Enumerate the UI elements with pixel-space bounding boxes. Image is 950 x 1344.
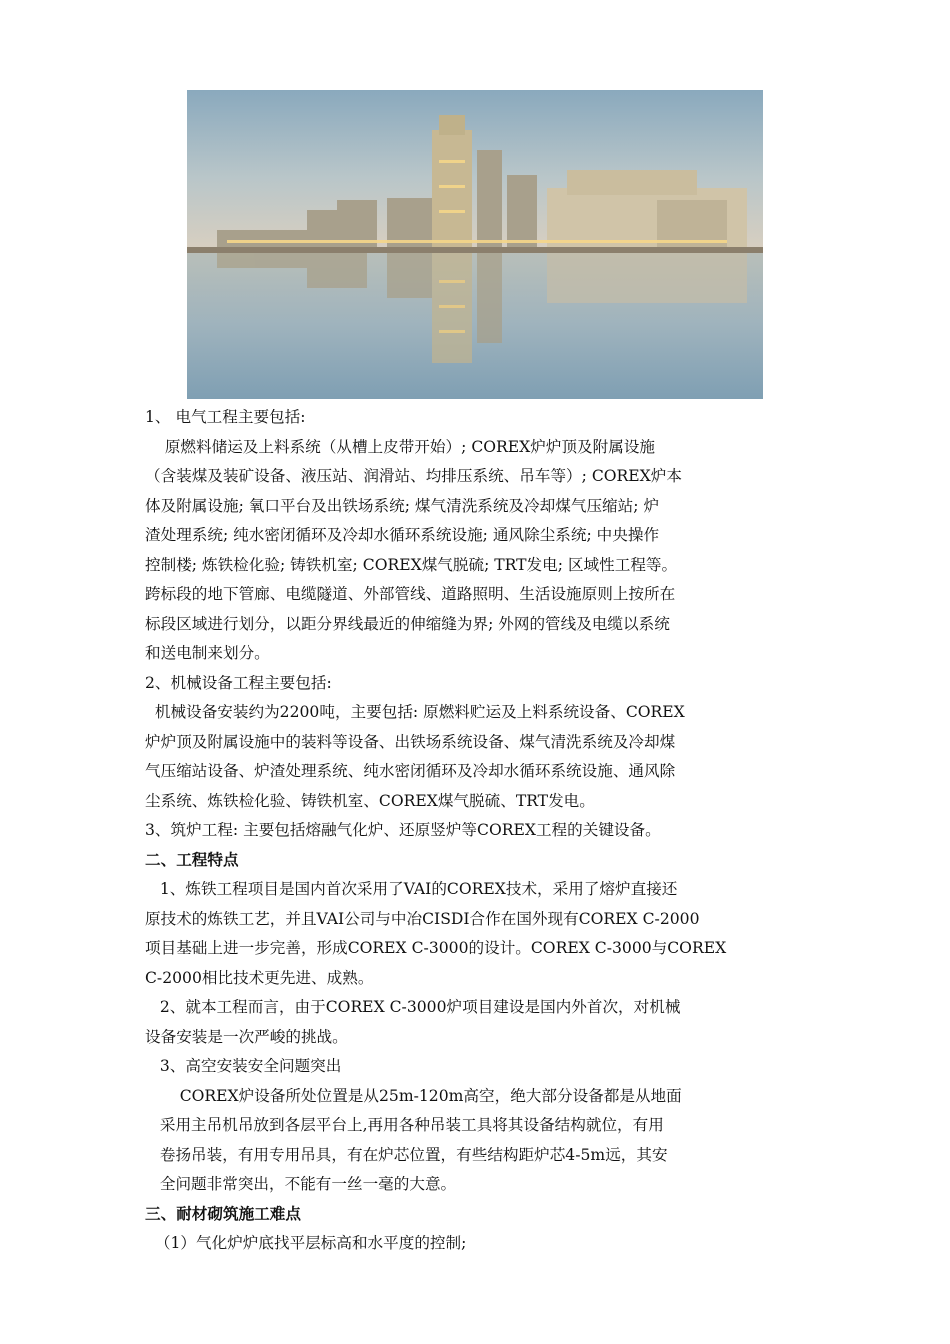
paragraph-line: 项目基础上进一步完善，形成COREX C-3000的设计。COREX C-3000与COREX bbox=[145, 939, 727, 957]
paragraph-line: 全问题非常突出，不能有一丝一毫的大意。 bbox=[145, 1175, 457, 1193]
paragraph-line: 控制楼; 炼铁检化验; 铸铁机室; COREX煤气脱硫; TRT发电; 区域性工程等。 bbox=[145, 555, 678, 574]
paragraph-line: COREX炉设备所处位置是从25m-120m高空，绝大部分设备都是从地面 bbox=[145, 1086, 682, 1105]
paragraph-line: 跨标段的地下管廊、电缆隧道、外部管线、道路照明、生活设施原则上按所在 bbox=[145, 585, 676, 603]
paragraph-line: 渣处理系统; 纯水密闭循环及冷却水循环系统设施; 通风除尘系统; 中央操作 bbox=[145, 526, 660, 544]
section-heading-refractory: 三、耐材砌筑施工难点 bbox=[145, 1204, 301, 1223]
paragraph-line: 体及附属设施; 氧口平台及出铁场系统; 煤气清洗系统及冷却煤气压缩站; 炉 bbox=[145, 496, 660, 515]
subheading-safety: 3、高空安装安全问题突出 bbox=[145, 1057, 342, 1075]
document-body bbox=[145, 403, 825, 1259]
paragraph-line: 3、筑炉工程: 主要包括熔融气化炉、还原竖炉等COREX工程的关键设备。 bbox=[145, 821, 661, 839]
paragraph-line: 原燃料储运及上料系统（从槽上皮带开始）; COREX炉炉顶及附属设施 bbox=[145, 437, 656, 456]
paragraph-line: 尘系统、炼铁检化验、铸铁机室、COREX煤气脱硫、TRT发电。 bbox=[145, 791, 595, 810]
paragraph-line: 采用主吊机吊放到各层平台上,再用各种吊装工具将其设备结构就位，有用 bbox=[145, 1116, 664, 1134]
paragraph-line: 炉炉顶及附属设施中的装料等设备、出铁场系统设备、煤气清洗系统及冷却煤 bbox=[145, 732, 676, 751]
section-heading-features: 二、工程特点 bbox=[145, 850, 239, 869]
paragraph-line: 2、就本工程而言，由于COREX C-3000炉项目建设是国内外首次，对机械 bbox=[145, 998, 681, 1016]
paragraph-line: 卷扬吊装，有用专用吊具，有在炉芯位置，有些结构距炉芯4-5m远，其安 bbox=[145, 1145, 668, 1164]
paragraph-line: 气压缩站设备、炉渣处理系统、纯水密闭循环及冷却水循环系统设施、通风除 bbox=[145, 762, 676, 780]
heading-mechanical: 2、机械设备工程主要包括: bbox=[145, 673, 332, 692]
paragraph-line: （含装煤及装矿设备、液压站、润滑站、均排压系统、吊车等）; COREX炉本 bbox=[145, 467, 682, 485]
paragraph-line: 和送电制来划分。 bbox=[145, 644, 270, 662]
paragraph-line: （1）气化炉炉底找平层标高和水平度的控制; bbox=[145, 1234, 467, 1252]
plant-photo bbox=[187, 90, 763, 399]
paragraph-line: C-2000相比技术更先进、成熟。 bbox=[145, 968, 374, 987]
paragraph-line: 机械设备安装约为2200吨，主要包括: 原燃料贮运及上料系统设备、COREX bbox=[145, 703, 685, 721]
heading-electrical: 1、 电气工程主要包括: bbox=[145, 408, 306, 426]
paragraph-line: 设备安装是一次严峻的挑战。 bbox=[145, 1027, 348, 1046]
corex-plant-image bbox=[187, 90, 763, 399]
paragraph-line: 1、炼铁工程项目是国内首次采用了VAI的COREX技术，采用了熔炉直接还 bbox=[145, 880, 678, 898]
paragraph-line: 标段区域进行划分，以距分界线最近的伸缩缝为界; 外网的管线及电缆以系统 bbox=[145, 614, 670, 633]
paragraph-line: 原技术的炼铁工艺，并且VAI公司与中冶CISDI合作在国外现有COREX C-2000 bbox=[145, 909, 700, 928]
